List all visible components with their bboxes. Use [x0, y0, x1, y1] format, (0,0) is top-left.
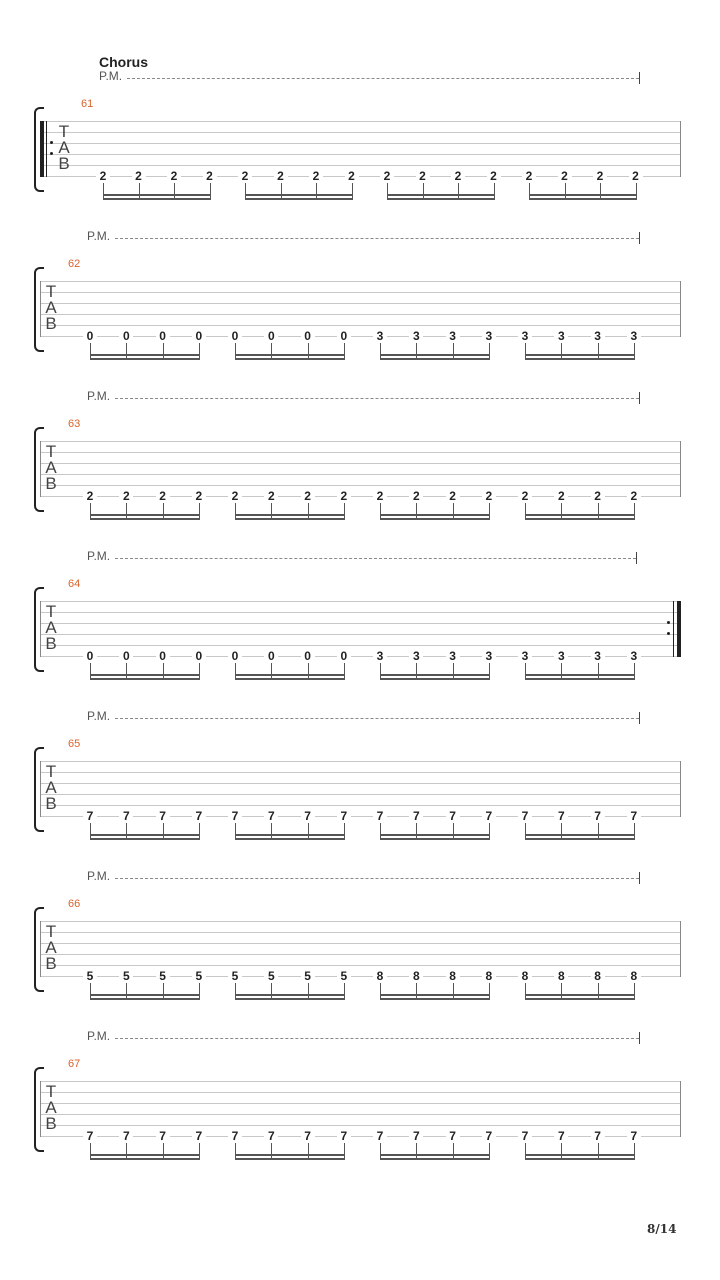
- fret-number: 7: [156, 810, 170, 822]
- beam-secondary: [380, 838, 490, 840]
- fret-number: 7: [409, 810, 423, 822]
- fret-number: 8: [446, 970, 460, 982]
- fret-number: 3: [591, 330, 605, 342]
- fret-number: 2: [591, 490, 605, 502]
- palm-mute-label: P.M.: [87, 389, 111, 403]
- tab-clef-t: T: [45, 602, 57, 621]
- beam-secondary: [235, 838, 345, 840]
- fret-number: 8: [591, 970, 605, 982]
- tab-staff: [40, 281, 681, 336]
- fret-number: 8: [554, 970, 568, 982]
- page-number: 8/14: [647, 1222, 677, 1236]
- string-line: [40, 976, 681, 977]
- fret-number: 2: [238, 170, 252, 182]
- palm-mute-end: [639, 1032, 640, 1044]
- palm-mute-label: P.M.: [87, 549, 111, 563]
- bar-line-end: [680, 1081, 681, 1137]
- fret-number: 7: [482, 1130, 496, 1142]
- string-line: [40, 303, 681, 304]
- fret-number: 3: [518, 330, 532, 342]
- fret-number: 7: [518, 810, 532, 822]
- tab-clef-b: B: [45, 954, 57, 973]
- tab-staff: [40, 601, 681, 656]
- fret-number: 7: [119, 1130, 133, 1142]
- fret-number: 2: [451, 170, 465, 182]
- palm-mute-end: [639, 72, 640, 84]
- tab-clef-a: A: [45, 938, 57, 957]
- fret-number: 2: [554, 490, 568, 502]
- palm-mute-label: P.M.: [99, 69, 123, 83]
- measure-number: 62: [68, 258, 81, 270]
- palm-mute-line: [115, 398, 639, 399]
- tab-clef-b: B: [45, 314, 57, 333]
- string-line: [40, 954, 681, 955]
- beam-primary: [103, 194, 211, 196]
- fret-number: 0: [337, 330, 351, 342]
- string-line: [40, 645, 681, 646]
- bar-line-end: [680, 921, 681, 977]
- beam-primary: [525, 674, 635, 676]
- tab-clef-a: A: [58, 138, 70, 157]
- string-line: [40, 783, 681, 784]
- fret-number: 0: [83, 330, 97, 342]
- fret-number: 7: [83, 1130, 97, 1142]
- fret-number: 5: [301, 970, 315, 982]
- fret-number: 3: [409, 650, 423, 662]
- fret-number: 0: [264, 330, 278, 342]
- string-line: [40, 1103, 681, 1104]
- fret-number: 7: [409, 1130, 423, 1142]
- fret-number: 0: [301, 650, 315, 662]
- beam-primary: [90, 1154, 200, 1156]
- fret-number: 8: [627, 970, 641, 982]
- string-line: [40, 1114, 681, 1115]
- beam-primary: [235, 354, 345, 356]
- fret-number: 7: [119, 810, 133, 822]
- palm-mute-line: [115, 878, 639, 879]
- beam-primary: [90, 674, 200, 676]
- fret-number: 0: [119, 330, 133, 342]
- fret-number: 7: [518, 1130, 532, 1142]
- fret-number: 3: [482, 650, 496, 662]
- string-line: [40, 336, 681, 337]
- beam-primary: [525, 354, 635, 356]
- string-line: [40, 314, 681, 315]
- palm-mute-end: [639, 872, 640, 884]
- fret-number: 3: [482, 330, 496, 342]
- fret-number: 5: [192, 970, 206, 982]
- bar-line-start: [40, 921, 41, 977]
- beam-primary: [90, 354, 200, 356]
- beam-primary: [380, 514, 490, 516]
- beam-secondary: [529, 198, 637, 200]
- string-line: [40, 292, 681, 293]
- fret-number: 2: [446, 490, 460, 502]
- beam-primary: [90, 994, 200, 996]
- fret-number: 8: [409, 970, 423, 982]
- repeat-end-thin-bar: [673, 601, 674, 657]
- string-line: [40, 805, 681, 806]
- repeat-dot: [667, 621, 670, 624]
- tab-clef-b: B: [58, 154, 70, 173]
- string-line: [40, 441, 681, 442]
- fret-number: 2: [301, 490, 315, 502]
- string-line: [40, 816, 681, 817]
- string-line: [40, 1092, 681, 1093]
- string-line: [40, 143, 681, 144]
- fret-number: 2: [309, 170, 323, 182]
- fret-number: 5: [228, 970, 242, 982]
- fret-number: 7: [554, 1130, 568, 1142]
- palm-mute-label: P.M.: [87, 709, 111, 723]
- beam-primary: [529, 194, 637, 196]
- fret-number: 2: [192, 490, 206, 502]
- bar-line-end: [680, 281, 681, 337]
- string-line: [40, 965, 681, 966]
- fret-number: 2: [96, 170, 110, 182]
- beam-secondary: [380, 998, 490, 1000]
- repeat-end-thick-bar: [677, 601, 681, 657]
- section-title: Chorus: [99, 54, 148, 70]
- beam-primary: [380, 994, 490, 996]
- fret-number: 2: [345, 170, 359, 182]
- fret-number: 2: [337, 490, 351, 502]
- beam-secondary: [90, 1158, 200, 1160]
- fret-number: 5: [119, 970, 133, 982]
- beam-secondary: [90, 518, 200, 520]
- fret-number: 0: [192, 650, 206, 662]
- fret-number: 2: [373, 490, 387, 502]
- tab-clef-t: T: [58, 122, 70, 141]
- fret-number: 7: [301, 810, 315, 822]
- fret-number: 0: [228, 650, 242, 662]
- measure-number: 61: [81, 98, 94, 110]
- bar-line-start: [40, 441, 41, 497]
- fret-number: 2: [119, 490, 133, 502]
- measure-number: 65: [68, 738, 81, 750]
- tab-clef-t: T: [45, 282, 57, 301]
- repeat-dot: [50, 141, 53, 144]
- beam-secondary: [525, 998, 635, 1000]
- palm-mute-end: [639, 392, 640, 404]
- fret-number: 0: [83, 650, 97, 662]
- fret-number: 7: [192, 1130, 206, 1142]
- tab-clef-b: B: [45, 474, 57, 493]
- repeat-start-thin-bar: [46, 121, 47, 177]
- bar-line-end: [680, 121, 681, 177]
- fret-number: 3: [554, 650, 568, 662]
- bar-line-start: [40, 761, 41, 817]
- fret-number: 2: [593, 170, 607, 182]
- fret-number: 2: [482, 490, 496, 502]
- string-line: [40, 132, 681, 133]
- fret-number: 2: [132, 170, 146, 182]
- measure-number: 66: [68, 898, 81, 910]
- palm-mute-label: P.M.: [87, 229, 111, 243]
- beam-primary: [380, 1154, 490, 1156]
- fret-number: 0: [301, 330, 315, 342]
- tab-clef-b: B: [45, 634, 57, 653]
- string-line: [40, 281, 681, 282]
- beam-secondary: [387, 198, 495, 200]
- fret-number: 3: [373, 650, 387, 662]
- string-line: [40, 1136, 681, 1137]
- tab-clef-a: A: [45, 298, 57, 317]
- tab-clef-b: B: [45, 794, 57, 813]
- fret-number: 7: [627, 810, 641, 822]
- tab-staff: [40, 921, 681, 976]
- string-line: [40, 452, 681, 453]
- beam-secondary: [380, 358, 490, 360]
- fret-number: 7: [301, 1130, 315, 1142]
- fret-number: 3: [627, 330, 641, 342]
- fret-number: 3: [373, 330, 387, 342]
- beam-secondary: [235, 678, 345, 680]
- fret-number: 2: [416, 170, 430, 182]
- bar-line-start: [40, 601, 41, 657]
- beam-primary: [387, 194, 495, 196]
- fret-number: 7: [156, 1130, 170, 1142]
- beam-primary: [235, 514, 345, 516]
- fret-number: 5: [83, 970, 97, 982]
- beam-secondary: [525, 838, 635, 840]
- string-line: [40, 154, 681, 155]
- beam-secondary: [103, 198, 211, 200]
- string-line: [40, 761, 681, 762]
- string-line: [40, 485, 681, 486]
- fret-number: 2: [228, 490, 242, 502]
- beam-secondary: [380, 1158, 490, 1160]
- fret-number: 0: [156, 330, 170, 342]
- string-line: [40, 1081, 681, 1082]
- fret-number: 7: [627, 1130, 641, 1142]
- tab-staff: [40, 441, 681, 496]
- fret-number: 8: [518, 970, 532, 982]
- fret-number: 7: [591, 810, 605, 822]
- beam-primary: [525, 514, 635, 516]
- beam-primary: [90, 834, 200, 836]
- fret-number: 0: [119, 650, 133, 662]
- measure-number: 64: [68, 578, 81, 590]
- palm-mute-line: [127, 78, 639, 79]
- fret-number: 2: [487, 170, 501, 182]
- beam-secondary: [90, 998, 200, 1000]
- beam-primary: [245, 194, 353, 196]
- beam-primary: [525, 994, 635, 996]
- tab-clef-t: T: [45, 922, 57, 941]
- tab-clef-a: A: [45, 1098, 57, 1117]
- fret-number: 7: [337, 1130, 351, 1142]
- palm-mute-line: [115, 1038, 639, 1039]
- string-line: [40, 772, 681, 773]
- fret-number: 2: [83, 490, 97, 502]
- beam-primary: [380, 834, 490, 836]
- string-line: [40, 921, 681, 922]
- string-line: [40, 634, 681, 635]
- fret-number: 0: [228, 330, 242, 342]
- bar-line-start: [40, 1081, 41, 1137]
- fret-number: 2: [518, 490, 532, 502]
- tab-clef-t: T: [45, 1082, 57, 1101]
- fret-number: 5: [264, 970, 278, 982]
- string-line: [40, 794, 681, 795]
- beam-primary: [380, 674, 490, 676]
- fret-number: 2: [156, 490, 170, 502]
- string-line: [40, 463, 681, 464]
- beam-secondary: [90, 838, 200, 840]
- beam-secondary: [90, 678, 200, 680]
- fret-number: 7: [482, 810, 496, 822]
- fret-number: 7: [192, 810, 206, 822]
- fret-number: 2: [274, 170, 288, 182]
- tab-clef-t: T: [45, 442, 57, 461]
- palm-mute-line: [115, 718, 639, 719]
- fret-number: 3: [591, 650, 605, 662]
- fret-number: 2: [167, 170, 181, 182]
- fret-number: 3: [446, 650, 460, 662]
- string-line: [40, 474, 681, 475]
- fret-number: 7: [446, 1130, 460, 1142]
- beam-primary: [235, 1154, 345, 1156]
- fret-number: 7: [554, 810, 568, 822]
- beam-primary: [235, 994, 345, 996]
- beam-primary: [235, 674, 345, 676]
- bar-line-start: [40, 281, 41, 337]
- beam-secondary: [380, 518, 490, 520]
- bar-line-end: [680, 441, 681, 497]
- beam-primary: [90, 514, 200, 516]
- fret-number: 3: [627, 650, 641, 662]
- beam-primary: [235, 834, 345, 836]
- beam-primary: [525, 834, 635, 836]
- fret-number: 7: [264, 810, 278, 822]
- palm-mute-end: [639, 712, 640, 724]
- fret-number: 2: [264, 490, 278, 502]
- string-line: [40, 165, 681, 166]
- beam-secondary: [235, 1158, 345, 1160]
- tab-clef-a: A: [45, 778, 57, 797]
- palm-mute-label: P.M.: [87, 869, 111, 883]
- tab-clef-b: B: [45, 1114, 57, 1133]
- fret-number: 7: [228, 1130, 242, 1142]
- beam-secondary: [245, 198, 353, 200]
- string-line: [40, 325, 681, 326]
- beam-primary: [525, 1154, 635, 1156]
- beam-secondary: [525, 678, 635, 680]
- string-line: [40, 121, 681, 122]
- tab-clef-t: T: [45, 762, 57, 781]
- fret-number: 2: [380, 170, 394, 182]
- fret-number: 0: [156, 650, 170, 662]
- string-line: [40, 601, 681, 602]
- fret-number: 2: [522, 170, 536, 182]
- string-line: [40, 932, 681, 933]
- beam-secondary: [525, 1158, 635, 1160]
- repeat-dot: [50, 152, 53, 155]
- fret-number: 7: [337, 810, 351, 822]
- fret-number: 2: [558, 170, 572, 182]
- fret-number: 0: [192, 330, 206, 342]
- tab-clef-a: A: [45, 458, 57, 477]
- repeat-start-thick-bar: [40, 121, 44, 177]
- tab-staff: [40, 121, 681, 176]
- beam-secondary: [235, 358, 345, 360]
- beam-secondary: [90, 358, 200, 360]
- fret-number: 3: [518, 650, 532, 662]
- fret-number: 2: [629, 170, 643, 182]
- fret-number: 5: [337, 970, 351, 982]
- fret-number: 7: [446, 810, 460, 822]
- fret-number: 7: [373, 1130, 387, 1142]
- fret-number: 7: [83, 810, 97, 822]
- fret-number: 7: [264, 1130, 278, 1142]
- beam-secondary: [380, 678, 490, 680]
- palm-mute-line: [115, 238, 639, 239]
- repeat-dot: [667, 632, 670, 635]
- fret-number: 0: [337, 650, 351, 662]
- tab-staff: [40, 761, 681, 816]
- string-line: [40, 656, 681, 657]
- measure-number: 63: [68, 418, 81, 430]
- palm-mute-end: [636, 552, 637, 564]
- beam-secondary: [525, 358, 635, 360]
- palm-mute-label: P.M.: [87, 1029, 111, 1043]
- string-line: [40, 623, 681, 624]
- fret-number: 8: [482, 970, 496, 982]
- fret-number: 2: [409, 490, 423, 502]
- fret-number: 2: [627, 490, 641, 502]
- fret-number: 3: [409, 330, 423, 342]
- beam-secondary: [235, 998, 345, 1000]
- bar-line-end: [680, 761, 681, 817]
- fret-number: 2: [203, 170, 217, 182]
- tab-clef-a: A: [45, 618, 57, 637]
- palm-mute-end: [639, 232, 640, 244]
- beam-primary: [380, 354, 490, 356]
- string-line: [40, 943, 681, 944]
- beam-secondary: [525, 518, 635, 520]
- fret-number: 7: [591, 1130, 605, 1142]
- fret-number: 3: [446, 330, 460, 342]
- fret-number: 7: [228, 810, 242, 822]
- fret-number: 7: [373, 810, 387, 822]
- fret-number: 5: [156, 970, 170, 982]
- fret-number: 0: [264, 650, 278, 662]
- string-line: [40, 1125, 681, 1126]
- beam-secondary: [235, 518, 345, 520]
- palm-mute-line: [115, 558, 636, 559]
- string-line: [40, 612, 681, 613]
- fret-number: 3: [554, 330, 568, 342]
- fret-number: 8: [373, 970, 387, 982]
- string-line: [40, 496, 681, 497]
- tab-staff: [40, 1081, 681, 1136]
- measure-number: 67: [68, 1058, 81, 1070]
